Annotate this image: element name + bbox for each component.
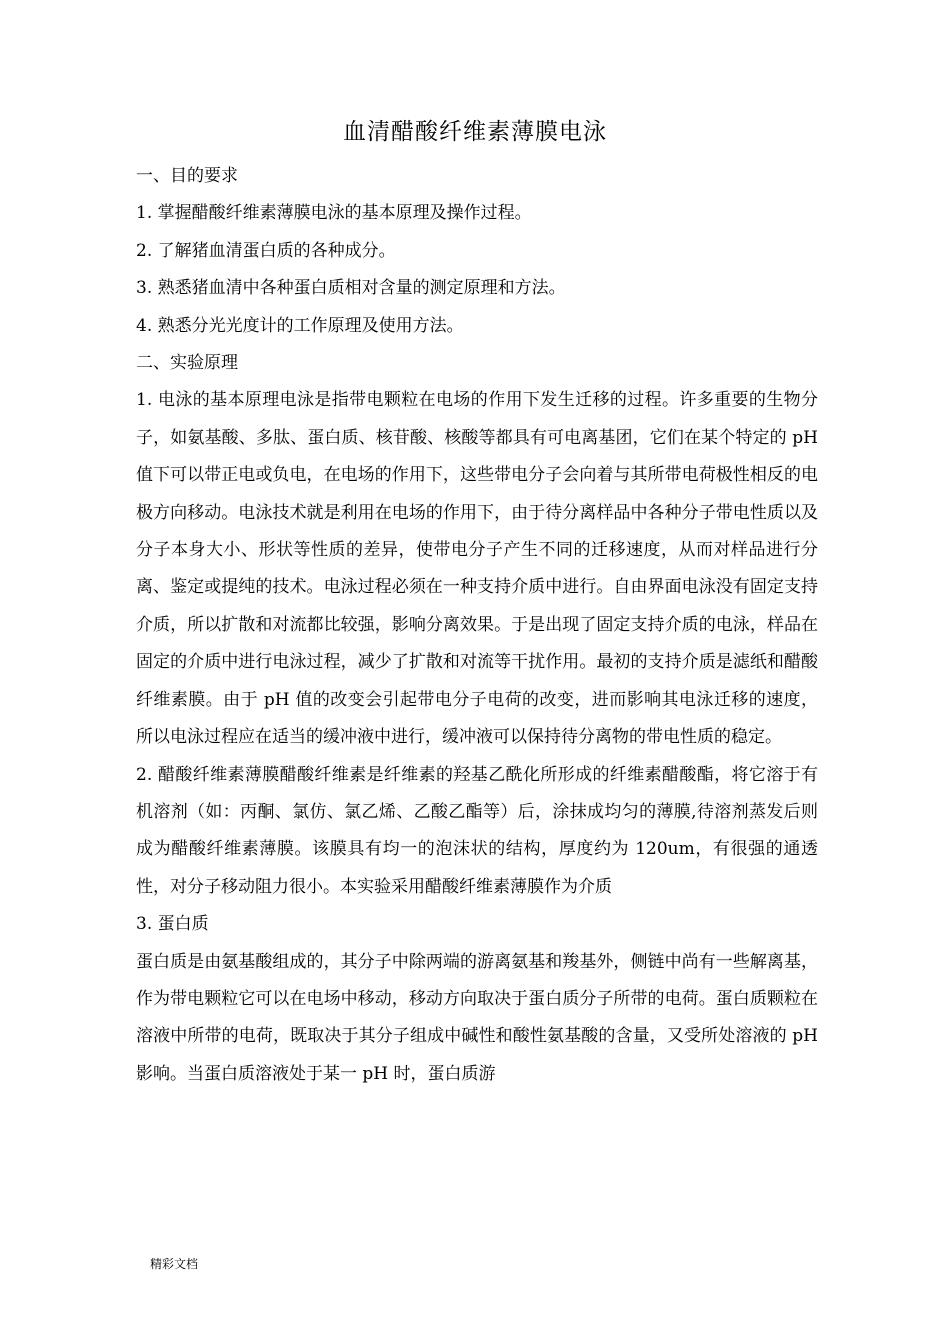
principle-paragraph-membrane: 2. 醋酸纤维素薄膜醋酸纤维素是纤维素的羟基乙酰化所形成的纤维素醋酸酯，将它溶于有机溶剂（如：丙酮、氯仿、氯乙烯、乙酸乙酯等）后，涂抹成均匀的薄膜,待溶剂蒸发后则成为醋酸纤维素薄膜。该膜具有均一的泡沫状的结构，厚度约为 120um，有很强的通透性，对分子移动阻力很小。本实验采用醋酸纤维素薄膜作为介质 (136, 764, 818, 897)
page-footer: 精彩文档 (150, 1257, 199, 1271)
document-title: 血清醋酸纤维素薄膜电泳 (343, 119, 607, 145)
objective-item-3: 3. 熟悉猪血清中各种蛋白质相对含量的测定原理和方法。 (136, 278, 566, 299)
principle-paragraph-electrophoresis: 1. 电泳的基本原理电泳是指带电颗粒在电场的作用下发生迁移的过程。许多重要的生物分子，如氨基酸、多肽、蛋白质、核苷酸、核酸等都具有可电离基团，它们在某个特定的 pH 值下可以带正电或负电，在电场的作用下，这些带电分子会向着与其所带电荷极性相反的电极方向移动。电泳技术就是利用在电场的作用下，由于待分离样品中各种分子带电性质以及分子本身大小、形状等性质的差异，使带电分子产生不同的迁移速度，从而对样品进行分离、鉴定或提纯的技术。电泳过程必须在一种支持介质中进行。自由界面电泳没有固定支持介质，所以扩散和对流都比较强，影响分离效果。于是出现了固定支持介质的电泳，样品在固定的介质中进行电泳过程，减少了扩散和对流等干扰作用。最初的支持介质是滤纸和醋酸纤维素膜。由于 pH 值的改变会引起带电分子电荷的改变，进而影响其电泳迁移的速度，所以电泳过程应在适当的缓冲液中进行，缓冲液可以保持待分离物的带电性质的稳定。 (136, 390, 818, 748)
section-heading-objectives: 一、目的要求 (136, 166, 238, 186)
objective-item-2: 2. 了解猪血清蛋白质的各种成分。 (136, 240, 396, 261)
section-heading-principles: 二、实验原理 (136, 353, 238, 374)
objective-item-4: 4. 熟悉分光光度计的工作原理及使用方法。 (136, 315, 464, 336)
objective-item-1: 1. 掌握醋酸纤维素薄膜电泳的基本原理及操作过程。 (136, 203, 532, 224)
document-body (136, 158, 818, 1093)
principle-paragraph-protein: 蛋白质是由氨基酸组成的，其分子中除两端的游离氨基和羧基外，侧链中尚有一些解离基，作为带电颗粒它可以在电场中移动，移动方向取决于蛋白质分子所带的电荷。蛋白质颗粒在溶液中所带的电荷，既取决于其分子组成中碱性和酸性氨基酸的含量，又受所处溶液的 pH 影响。当蛋白质溶液处于某一 pH 时，蛋白质游 (136, 951, 818, 1084)
principle-heading-protein: 3. 蛋白质 (136, 914, 209, 935)
